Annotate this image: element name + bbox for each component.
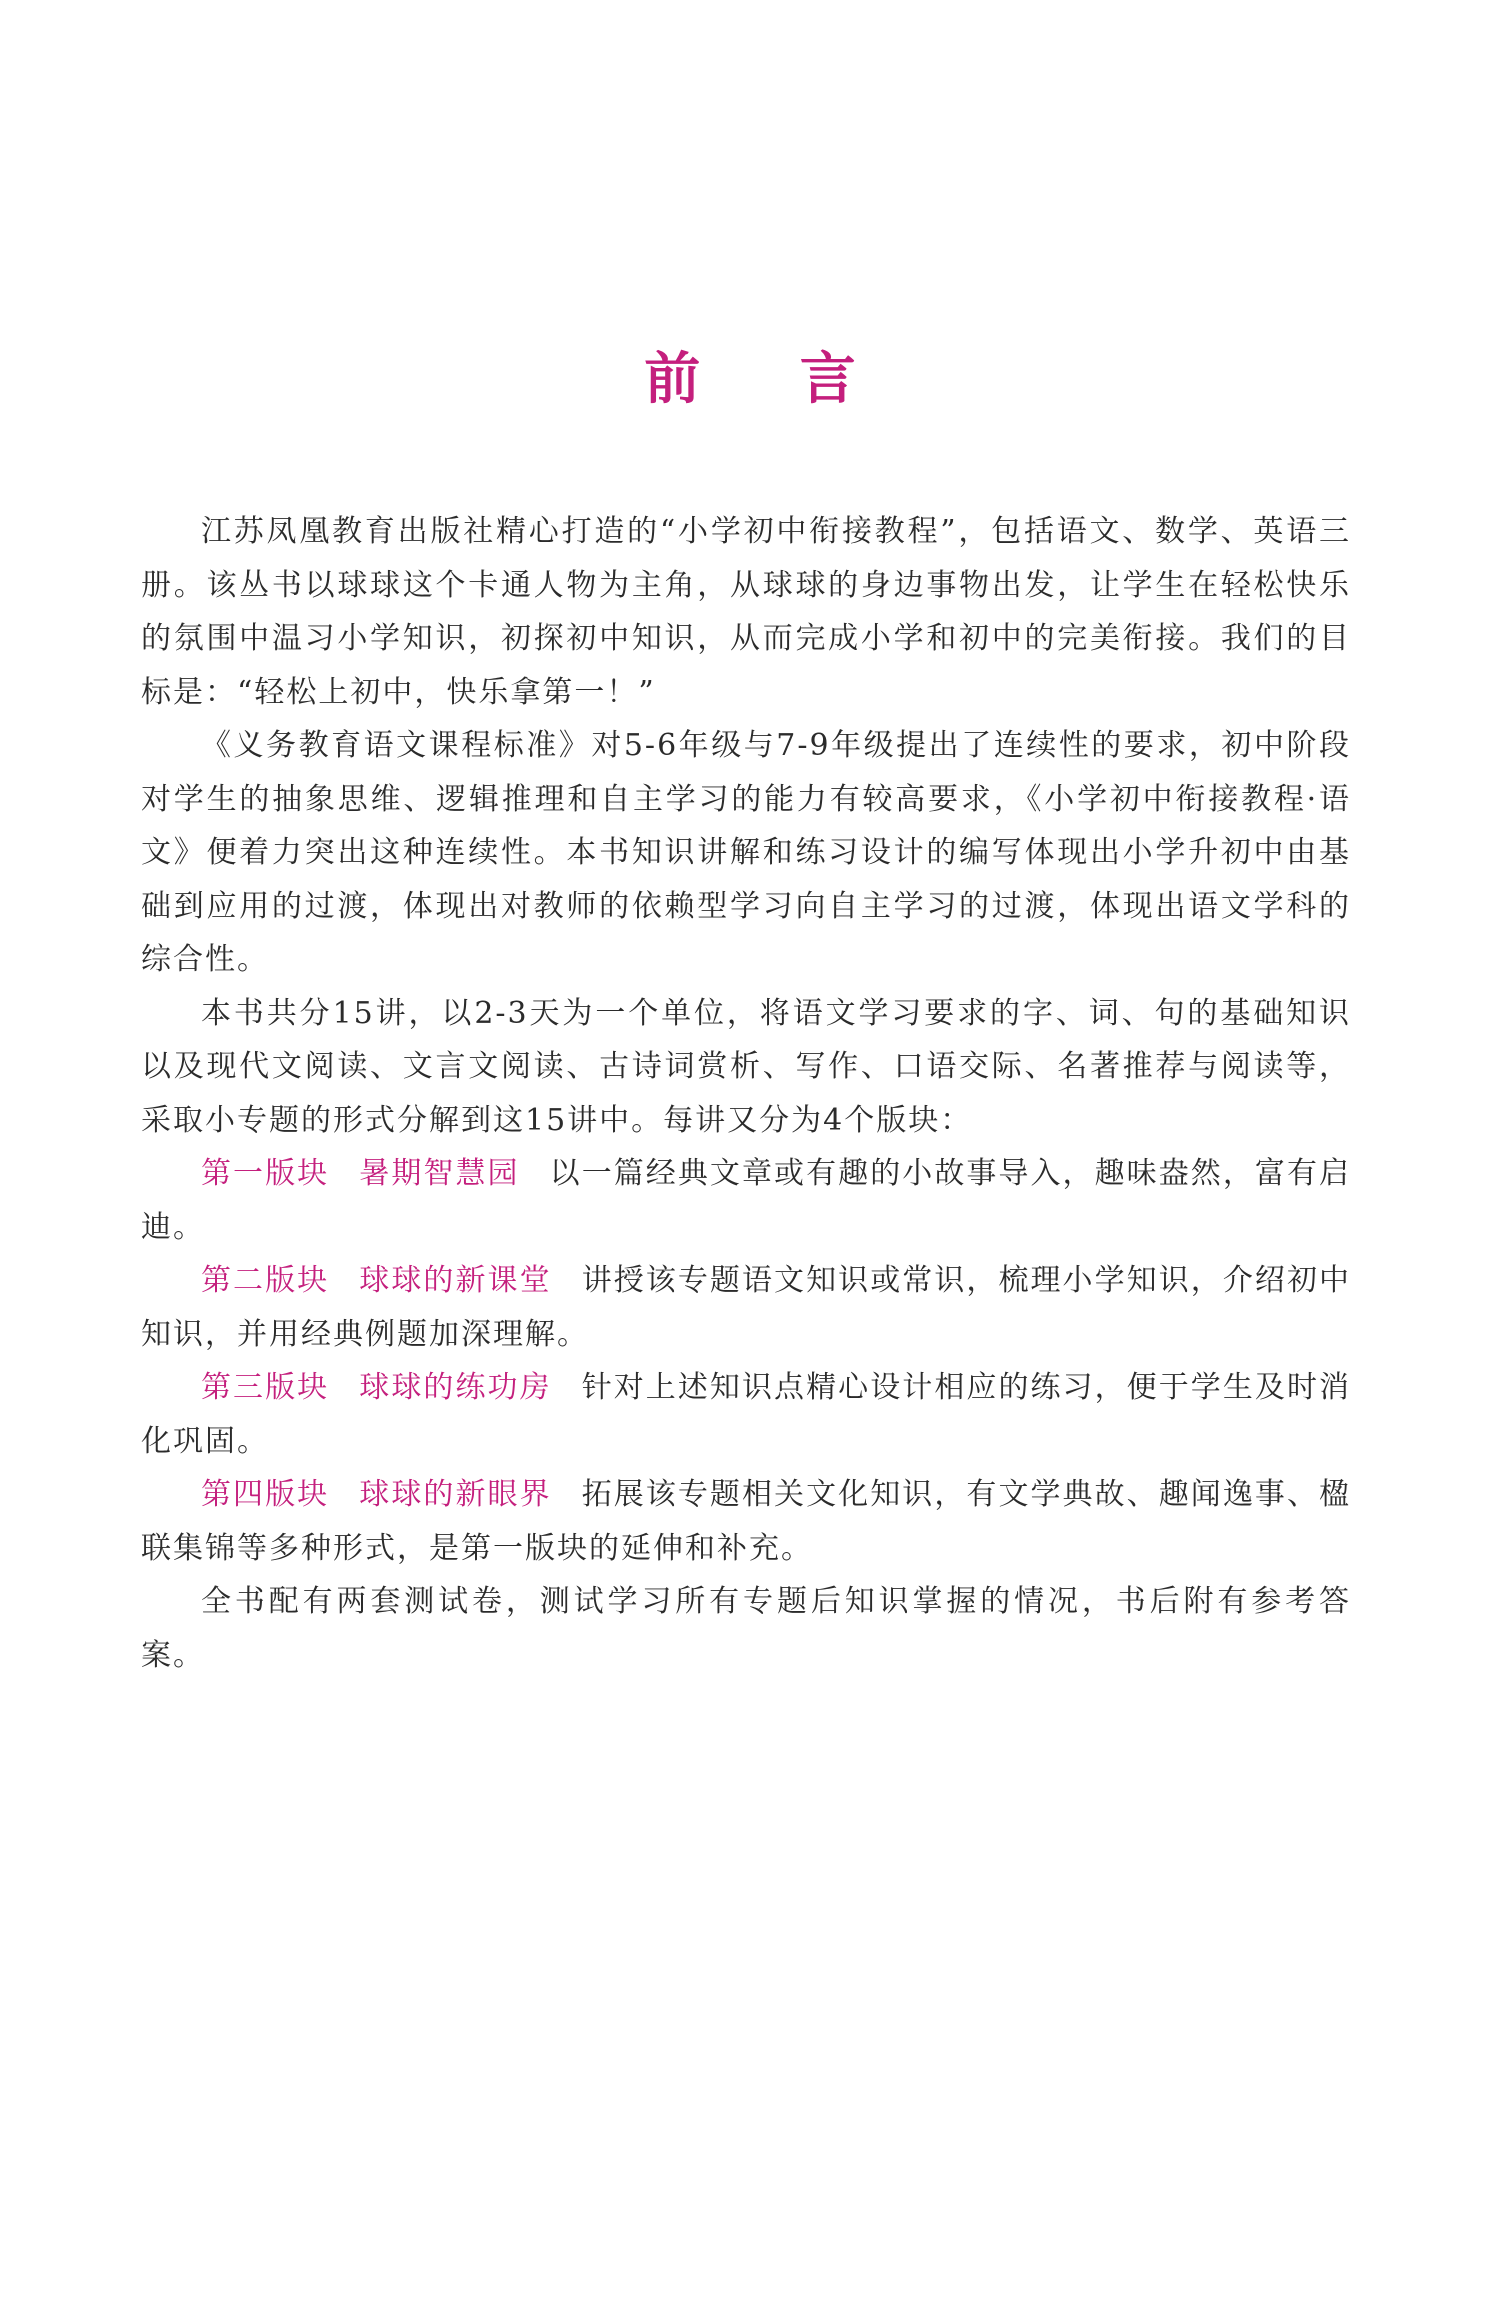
section-name: 球球的练功房	[359, 1370, 552, 1405]
section-name: 球球的新眼界	[359, 1477, 552, 1512]
structure-paragraph: 本书共分15讲，以2-3天为一个单位，将语文学习要求的字、词、句的基础知识以及现代文阅读、文言文阅读、古诗词赏析、写作、口语交际、名著推荐与阅读等，采取小专题的形式分解到这15讲中。每讲又分为4个版块：	[141, 995, 1351, 1138]
page-title: 前 言	[644, 347, 896, 412]
section-description: 以一篇经典文章或有趣的小故事导入，趣味盎然，富有启迪。	[141, 1156, 1352, 1245]
section-description: 针对上述知识点精心设计相应的练习，便于学生及时消化巩固。	[141, 1370, 1352, 1459]
section-label: 第三版块	[201, 1370, 330, 1405]
section-description: 讲授该专题语文知识或常识，梳理小学知识，介绍初中知识，并用经典例题加深理解。	[141, 1263, 1352, 1352]
section-label: 第二版块	[201, 1263, 330, 1298]
section-item-2	[141, 1254, 1351, 1361]
preface-body	[141, 505, 1351, 1682]
section-label: 第一版块	[201, 1156, 330, 1191]
section-name: 暑期智慧园	[359, 1156, 520, 1191]
curriculum-paragraph: 《义务教育语文课程标准》对5-6年级与7-9年级提出了连续性的要求，初中阶段对学生的抽象思维、逻辑推理和自主学习的能力有较高要求，《小学初中衔接教程·语文》便着力突出这种连续性。本书知识讲解和练习设计的编写体现出小学升初中由基础到应用的过渡，体现出对教师的依赖型学习向自主学习的过渡，体现出语文学科的综合性。	[141, 728, 1351, 977]
section-item-4	[141, 1468, 1351, 1575]
section-label: 第四版块	[201, 1477, 330, 1512]
intro-paragraph: 江苏凤凰教育出版社精心打造的“小学初中衔接教程”，包括语文、数学、英语三册。该丛书以球球这个卡通人物为主角，从球球的身边事物出发，让学生在轻松快乐的氛围中温习小学知识，初探初中知识，从而完成小学和初中的完美衔接。我们的目标是：“轻松上初中，快乐拿第一！”	[141, 514, 1351, 710]
section-item-1	[141, 1147, 1351, 1254]
section-description: 拓展该专题相关文化知识，有文学典故、趣闻逸事、楹联集锦等多种形式，是第一版块的延伸和补充。	[141, 1477, 1352, 1566]
section-item-3	[141, 1361, 1351, 1468]
closing-paragraph: 全书配有两套测试卷，测试学习所有专题后知识掌握的情况，书后附有参考答案。	[141, 1584, 1351, 1673]
section-name: 球球的新课堂	[359, 1263, 552, 1298]
